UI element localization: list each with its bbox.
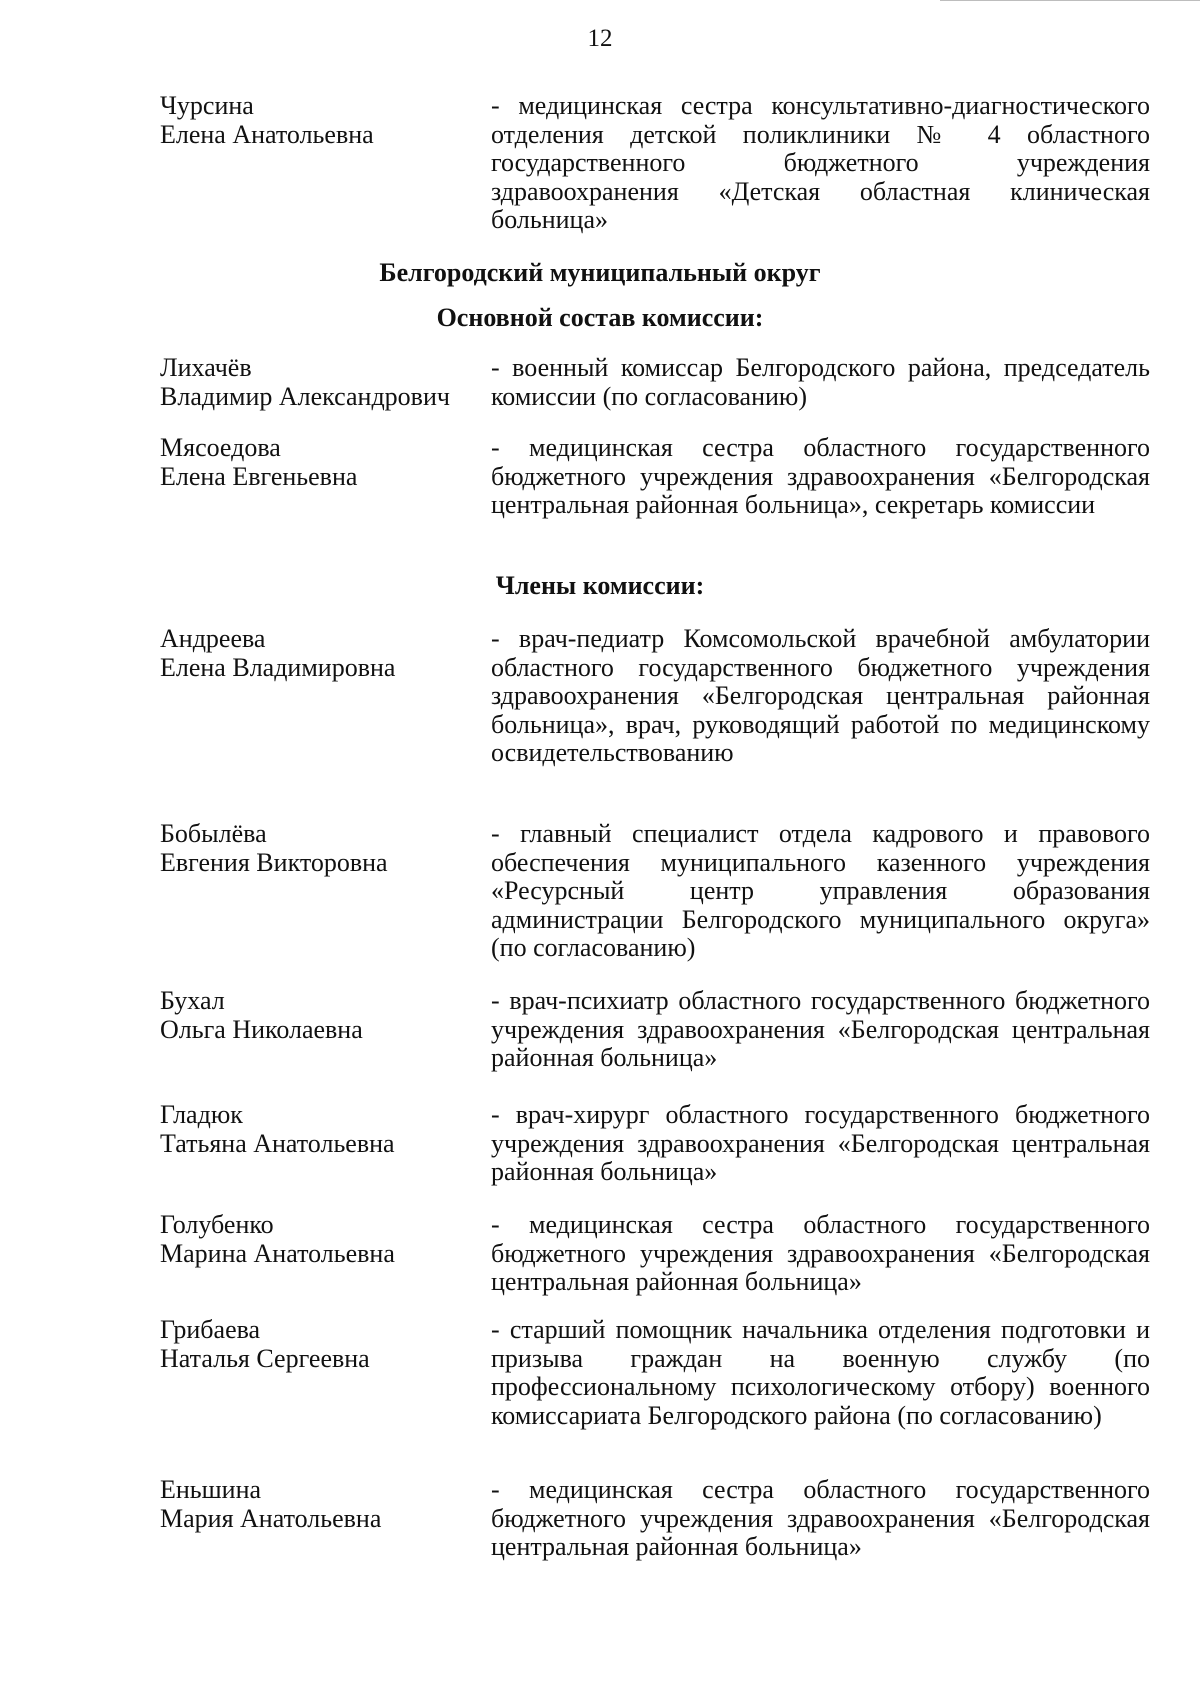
- commission-entry: [160, 434, 1150, 520]
- person-given-names: Владимир Александрович: [160, 381, 450, 411]
- commission-entry: [160, 1211, 1150, 1297]
- person-surname: Мясоедова: [160, 433, 281, 462]
- person-role: - врач-педиатр Комсомольской врачебной амбулатории областного государственного бюджетного учреждения здравоохранения «Белгородская центральная районная больница», врач, руководящий работой по медицинскому освидетельствованию: [491, 624, 1150, 767]
- person-surname: Грибаева: [160, 1315, 261, 1344]
- commission-entry: [160, 1476, 1150, 1562]
- top-scan-rule: [940, 0, 1200, 1]
- person-role: - врач-хирург областного государственного бюджетного учреждения здравоохранения «Белгородская центральная районная больница»: [491, 1100, 1150, 1186]
- person-role: - медицинская сестра областного государственного бюджетного учреждения здравоохранения «Белгородская центральная районная больница», секретарь комиссии: [491, 433, 1150, 519]
- person-role: - главный специалист отдела кадрового и правового обеспечения муниципального казенного учреждения «Ресурсный центр управления образования администрации Белгородского муниципального округа» (по согласованию): [491, 819, 1150, 962]
- person-given-names: Ольга Николаевна: [160, 1014, 363, 1044]
- main-composition-heading: Основной состав комиссии:: [436, 303, 764, 332]
- person-name: [160, 1101, 490, 1158]
- person-role: - старший помощник начальника отделения подготовки и призыва граждан на военную службу (по профессиональному психологическому отбору) военного комиссариата Белгородского района (по согласованию): [491, 1315, 1150, 1430]
- commission-entry: [160, 1316, 1150, 1430]
- person-given-names: Марина Анатольевна: [160, 1238, 395, 1268]
- person-name: [160, 1211, 490, 1268]
- district-heading: Белгородский муниципальный округ: [379, 258, 821, 287]
- person-given-names: Евгения Викторовна: [160, 847, 388, 877]
- person-surname: Лихачёв: [160, 353, 252, 382]
- person-role: - врач-психиатр областного государственного бюджетного учреждения здравоохранения «Белгородская центральная районная больница»: [491, 986, 1150, 1072]
- person-role: - медицинская сестра консультативно-диагностического отделения детской поликлиники № 4 областного государственного бюджетного учреждения здравоохранения «Детская областная клиническая больница»: [491, 91, 1150, 234]
- person-surname: Бобылёва: [160, 819, 267, 848]
- commission-entry: [160, 354, 1150, 411]
- commission-entry: [160, 987, 1150, 1073]
- person-given-names: Елена Анатольевна: [160, 119, 374, 149]
- person-given-names: Наталья Сергеевна: [160, 1343, 370, 1373]
- person-surname: Андреева: [160, 624, 266, 653]
- person-surname: Гладюк: [160, 1100, 243, 1129]
- person-given-names: Татьяна Анатольевна: [160, 1128, 395, 1158]
- person-name: [160, 625, 490, 682]
- page-number: 12: [587, 25, 613, 52]
- person-name: [160, 354, 490, 411]
- person-role: - медицинская сестра областного государственного бюджетного учреждения здравоохранения «Белгородская центральная районная больница»: [491, 1475, 1150, 1561]
- commission-entry: [160, 92, 1150, 235]
- person-surname: Чурсина: [160, 91, 254, 120]
- commission-entry: [160, 1101, 1150, 1187]
- person-surname: Еньшина: [160, 1475, 262, 1504]
- commission-entry: [160, 820, 1150, 963]
- person-name: [160, 820, 490, 877]
- person-given-names: Мария Анатольевна: [160, 1503, 382, 1533]
- person-given-names: Елена Владимировна: [160, 652, 396, 682]
- person-name: [160, 92, 490, 149]
- person-name: [160, 434, 490, 491]
- members-heading: Члены комиссии:: [495, 571, 705, 600]
- person-name: [160, 987, 490, 1044]
- person-given-names: Елена Евгеньевна: [160, 461, 358, 491]
- person-name: [160, 1476, 490, 1533]
- person-name: [160, 1316, 490, 1373]
- person-surname: Голубенко: [160, 1210, 274, 1239]
- person-role: - медицинская сестра областного государственного бюджетного учреждения здравоохранения «Белгородская центральная районная больница»: [491, 1210, 1150, 1296]
- person-role: - военный комиссар Белгородского района, председатель комиссии (по согласованию): [491, 353, 1150, 411]
- commission-entry: [160, 625, 1150, 768]
- person-surname: Бухал: [160, 986, 225, 1015]
